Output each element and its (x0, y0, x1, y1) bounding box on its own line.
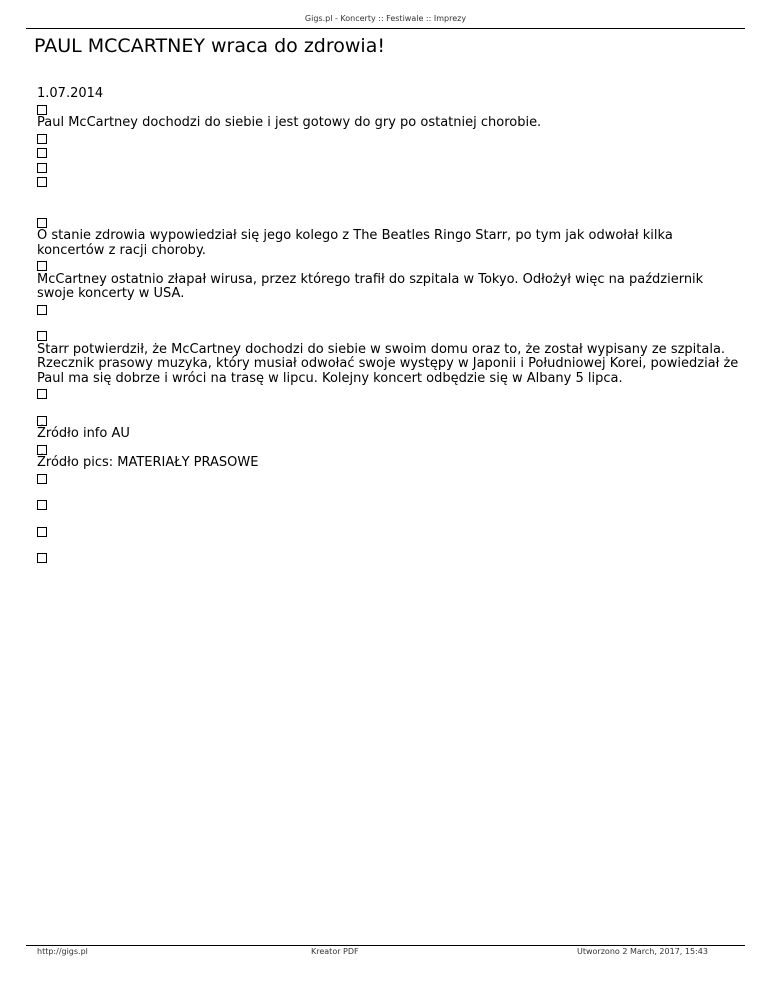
article-paragraph: Starr potwierdził, że McCartney dochodzi do siebie w swoim domu oraz to, że został wypisany ze szpitala. Rzecznik prasowy muzyka, który musiał odwołać swoje występy w Japonii i Południowej Korei, powiedział że Paul ma się dobrze i wróci na trasę w lipcu. Kolejny koncert odbędzie się w Albany 5 lipca. (37, 341, 739, 386)
footer-generator: Kreator PDF (311, 947, 359, 956)
footer-created-date: Utworzono 2 March, 2017, 15:43 (577, 947, 708, 956)
article-paragraph: McCartney ostatnio złapał wirusa, przez którego trafił do szpitala w Tokyo. Odłożył więc na październik swoje koncerty w USA. (37, 271, 704, 301)
missing-image-placeholder (37, 445, 47, 455)
missing-image-placeholder (37, 305, 47, 315)
missing-image-placeholder (37, 148, 47, 158)
missing-image-placeholder (37, 134, 47, 144)
article-body (37, 87, 742, 565)
missing-image-placeholder (37, 553, 47, 563)
article-title: PAUL MCCARTNEY wraca do zdrowia! (34, 35, 385, 57)
missing-image-placeholder (37, 500, 47, 510)
footer-divider (26, 945, 745, 946)
missing-image-placeholder (37, 261, 47, 271)
footer-url-link[interactable]: http://gigs.pl (37, 947, 88, 956)
source-info: Źródło info AU (37, 426, 130, 441)
missing-image-placeholder (37, 416, 47, 426)
missing-image-placeholder (37, 218, 47, 228)
missing-image-placeholder (37, 527, 47, 537)
site-title: Gigs.pl - Koncerty :: Festiwale :: Imprezy (304, 14, 467, 23)
missing-image-placeholder (37, 105, 47, 115)
source-pics: Źródło pics: MATERIAŁY PRASOWE (37, 455, 259, 470)
missing-image-placeholder (37, 474, 47, 484)
article-lead: Paul McCartney dochodzi do siebie i jest gotowy do gry po ostatniej chorobie. (37, 115, 542, 130)
article-date: 1.07.2014 (37, 86, 104, 101)
missing-image-placeholder (37, 177, 47, 187)
page-header (26, 0, 745, 29)
article-paragraph: O stanie zdrowia wypowiedział się jego kolego z The Beatles Ringo Starr, po tym jak odwołał kilka koncertów z racji choroby. (37, 228, 673, 258)
missing-image-placeholder (37, 389, 47, 399)
missing-image-placeholder (37, 331, 47, 341)
missing-image-placeholder (37, 163, 47, 173)
